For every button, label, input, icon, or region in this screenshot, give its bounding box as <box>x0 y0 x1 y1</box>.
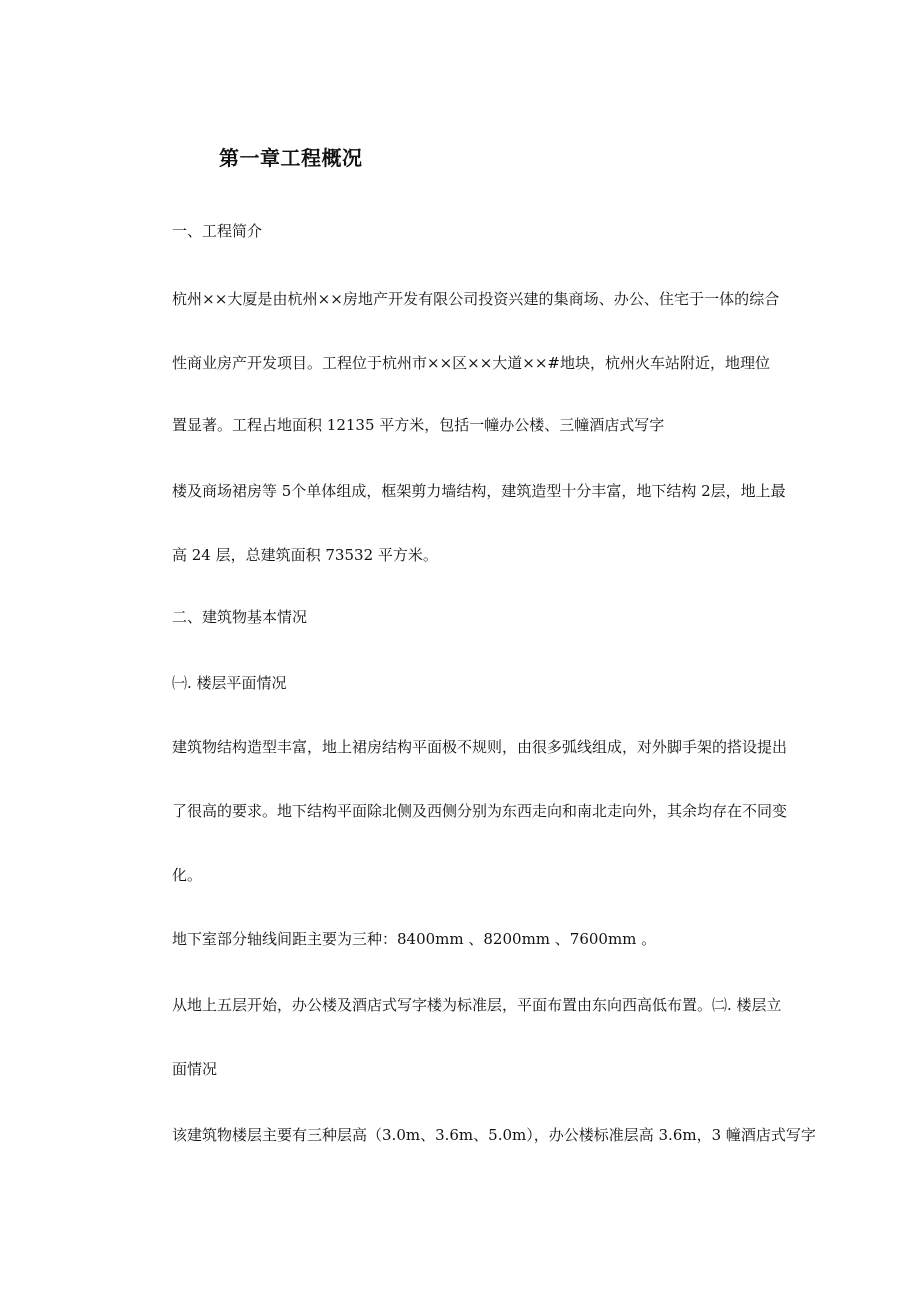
chapter-title: 第一章工程概况 <box>219 146 363 170</box>
paragraph-line: 置显著。工程占地面积 12135 平方米，包括一幢办公楼、三幢酒店式写字 <box>172 416 665 434</box>
paragraph-line: 化。 <box>172 866 203 884</box>
paragraph-line: 楼及商场裙房等 5个单体组成，框架剪力墙结构，建筑造型十分丰富，地下结构 2层，地上最 <box>172 482 786 500</box>
paragraph-line: 了很高的要求。地下结构平面除北侧及西侧分别为东西走向和南北走向外，其余均存在不同变 <box>172 802 788 820</box>
paragraph-line: 地下室部分轴线间距主要为三种：8400mm 、8200mm 、7600mm 。 <box>172 930 657 948</box>
section-heading-project-intro: 一、工程简介 <box>172 222 263 240</box>
paragraph-line: 面情况 <box>172 1060 218 1078</box>
paragraph-line: 从地上五层开始，办公楼及酒店式写字楼为标准层，平面布置由东向西高低布置。㈡. 楼层立 <box>172 996 782 1014</box>
subsection-heading-floor-plan: ㈠. 楼层平面情况 <box>172 674 287 692</box>
paragraph-line: 性商业房产开发项目。工程位于杭州市××区××大道××#地块，杭州火车站附近，地理位 <box>172 354 770 372</box>
paragraph-line: 该建筑物楼层主要有三种层高（3.0m、3.6m、5.0m），办公楼标准层高 3.6m，3 幢酒店式写字 <box>172 1126 816 1144</box>
section-heading-building-info: 二、建筑物基本情况 <box>172 608 308 626</box>
paragraph-line: 杭州××大厦是由杭州××房地产开发有限公司投资兴建的集商场、办公、住宅于一体的综合 <box>172 290 780 308</box>
paragraph-line: 建筑物结构造型丰富，地上裙房结构平面极不规则，由很多弧线组成，对外脚手架的搭设提出 <box>172 738 788 756</box>
paragraph-line: 高 24 层，总建筑面积 73532 平方米。 <box>172 546 438 564</box>
